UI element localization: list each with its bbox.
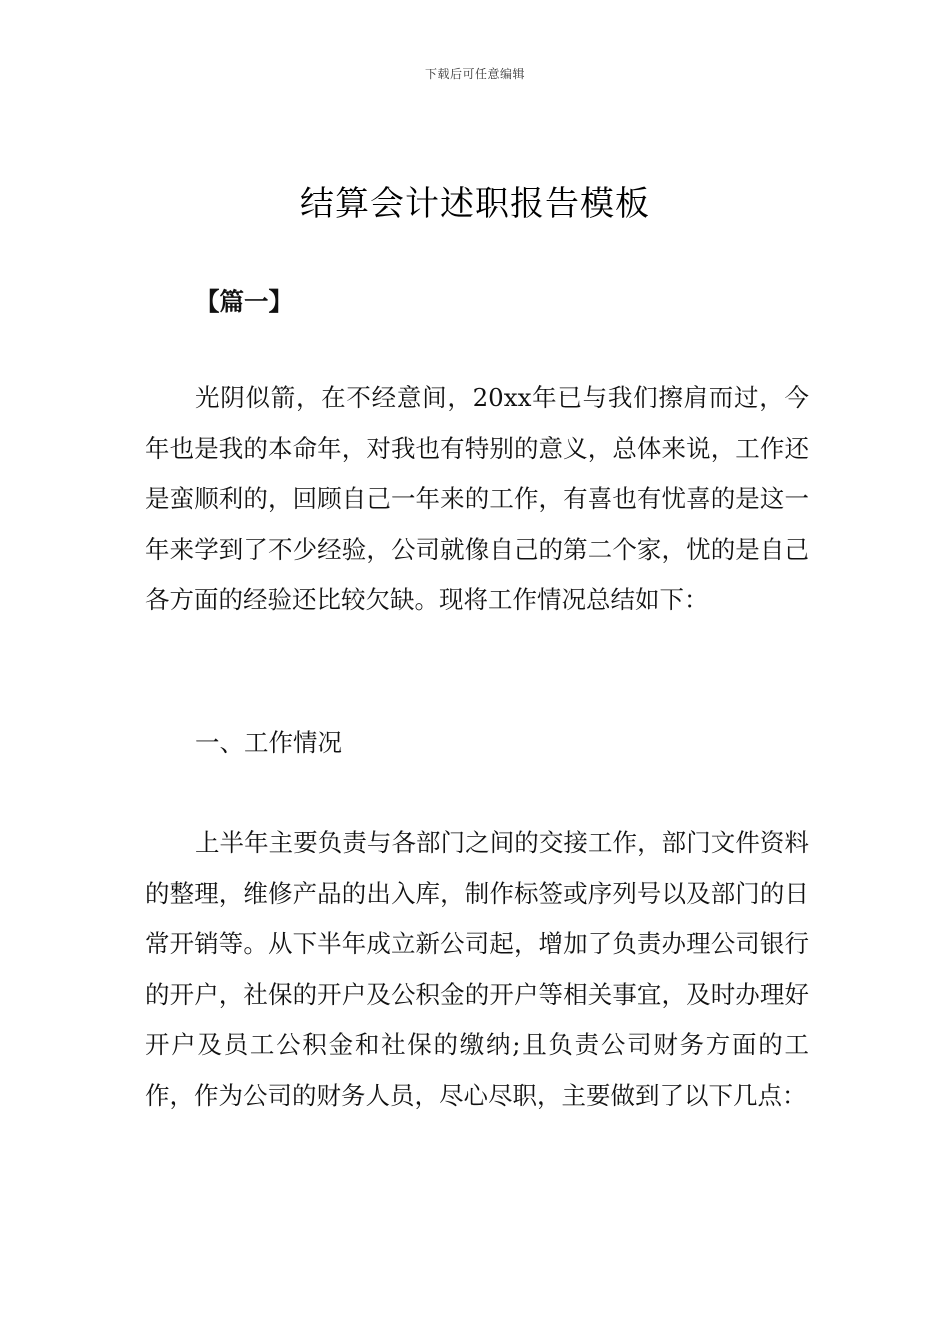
work-paragraph: 上半年主要负责与各部门之间的交接工作，部门文件资料的整理，维修产品的出入库，制作标签或序列号以及部门的日常开销等。从下半年成立新公司起，增加了负责办理公司银行的开户，社保的开户及公积金的开户等相关事宜，及时办理好开户及员工公积金和社保的缴纳;且负责公司财务方面的工作，作为公司的财务人员，尽心尽职，主要做到了以下几点： — [145, 828, 809, 1110]
document-title: 结算会计述职报告模板 — [300, 184, 650, 224]
intro-paragraph: 光阴似箭，在不经意间，20xx年已与我们擦肩而过，今年也是我的本命年，对我也有特别的意义，总体来说，工作还是蛮顺利的，回顾自己一年来的工作，有喜也有忧喜的是这一年来学到了不少经验，公司就像自己的第二个家，忧的是自己各方面的经验还比较欠缺。现将工作情况总结如下： — [145, 383, 809, 615]
piece-label: 【篇一】 — [195, 287, 293, 316]
header-note: 下载后可任意编辑 — [424, 67, 525, 81]
section-one-heading: 一、工作情况 — [195, 728, 342, 757]
